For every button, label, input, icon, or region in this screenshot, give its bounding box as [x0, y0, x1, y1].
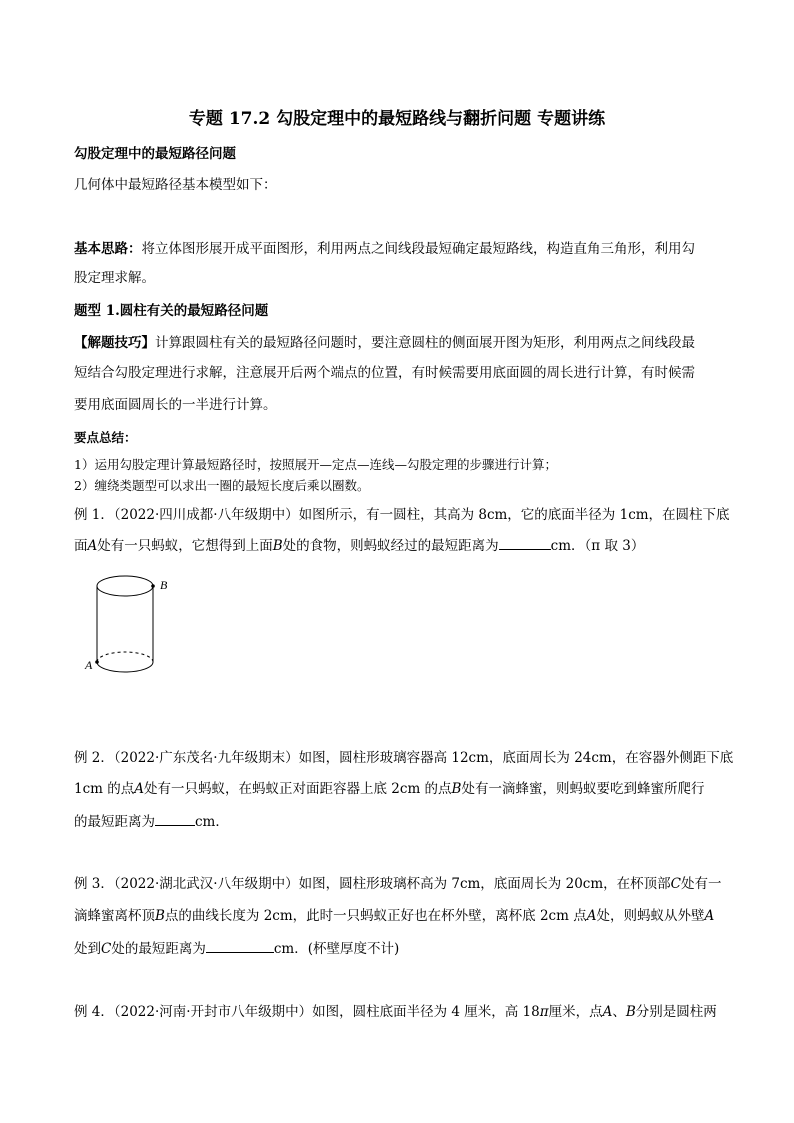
cylinder-figure — [80, 570, 180, 680]
ex1-text-d: cm．（π 取 3） — [550, 538, 645, 554]
ex2-point-b: B — [451, 781, 462, 797]
answer-blank — [206, 938, 274, 953]
ex3-text-e: 处，则蚂蚁从外壁 — [596, 908, 705, 924]
tip-text: 计算跟圆柱有关的最短路径问题时，要注意圆柱的侧面展开图为矩形，利用两点之间线段最 — [155, 335, 695, 351]
point-b-marker — [151, 584, 155, 588]
ex4-text-b: 厘米，点 — [548, 1004, 603, 1020]
type1-heading: 题型 1.圆柱有关的最短路径问题 — [74, 303, 269, 319]
basic-idea-line1 — [74, 239, 724, 259]
section-heading: 勾股定理中的最短路径问题 — [74, 146, 236, 162]
ex3-text-c: 滴蜂蜜离杯顶 — [74, 908, 155, 924]
summary-item1: 1）运用勾股定理计算最短路径时，按照展开—定点—连线—勾股定理的步骤进行计算； — [74, 457, 557, 472]
ex4-text-a: 例 4．（2022·河南·开封市八年级期中）如图，圆柱底面半径为 4 厘米，高 18 — [74, 1004, 540, 1020]
cylinder-bottom-front — [97, 662, 153, 672]
ex1-point-a: A — [87, 538, 98, 554]
ex4-text-c: 分别是圆柱两 — [635, 1004, 717, 1020]
example1-line2 — [74, 535, 724, 556]
ex2-text-d: 的最短距离为 — [74, 814, 155, 830]
ex1-text-b: 处有一只蚂蚁，它想得到上面 — [97, 538, 273, 554]
ex4-point-a: A — [602, 1004, 613, 1020]
example2-line3 — [74, 811, 724, 832]
ex3-text-f: 处到 — [74, 941, 101, 957]
example1-line1: 例 1．（2022·四川成都·八年级期中）如图所示，有一圆柱，其高为 8cm，它的底面半径为 1cm，在圆柱下底 — [74, 507, 730, 523]
answer-blank — [499, 535, 551, 550]
example3-line3 — [74, 938, 724, 959]
ex1-text-c: 处的食物，则蚂蚁经过的最短距离为 — [282, 538, 499, 554]
ex1-point-b: B — [272, 538, 283, 554]
ex3-point-b: B — [155, 908, 165, 924]
ex4-pi-symbol: π — [539, 1004, 549, 1020]
ex3-point-c2: C — [101, 941, 112, 957]
tip-line2: 短结合勾股定理进行求解，注意展开后两个端点的位置，有时候需要用底面圆的周长进行计算，有时候需 — [74, 365, 695, 381]
example2-line2 — [74, 779, 724, 799]
answer-blank — [155, 811, 195, 826]
point-a-label: A — [85, 658, 93, 672]
example3-line1 — [74, 874, 724, 894]
example4-line1 — [74, 1002, 724, 1022]
ex2-text-c: 处有一滴蜂蜜，则蚂蚁要吃到蜂蜜所爬行 — [461, 781, 705, 797]
basic-idea-line2: 股定理求解。 — [74, 270, 155, 286]
summary-item2: 2）缠绕类题型可以求出一圈的最短长度后乘以圈数。 — [74, 478, 370, 493]
ex3-text-d: 点的曲线长度为 2cm，此时一只蚂蚁正好也在杯外壁，离杯底 2cm 点 — [164, 908, 587, 924]
basic-idea-text: 将立体图形展开成平面图形，利用两点之间线段最短确定最短路线，构造直角三角形，利用勾 — [141, 241, 695, 257]
tip-line3: 要用底面圆周长的一半进行计算。 — [74, 397, 277, 413]
ex3-point-a2: A — [704, 908, 715, 924]
example2-line1: 例 2．（2022·广东茂名·九年级期末）如图，圆柱形玻璃容器高 12cm，底面周长为 24cm，在容器外侧距下底 — [74, 750, 734, 766]
point-b-label: B — [160, 578, 168, 592]
ex3-point-c: C — [670, 876, 681, 892]
basic-idea-label: 基本思路： — [74, 241, 142, 257]
ex3-text-a: 例 3．（2022·湖北武汉·八年级期中）如图，圆柱形玻璃杯高为 7cm，底面周长为 20cm，在杯顶部 — [74, 876, 671, 892]
ex4-point-b: B — [625, 1004, 636, 1020]
page-title: 专题 17.2 勾股定理中的最短路线与翻折问题 专题讲练 — [188, 109, 606, 129]
intro-text: 几何体中最短路径基本模型如下： — [74, 177, 277, 193]
ex3-text-h: cm．(杯壁厚度不计) — [273, 941, 400, 957]
ex2-text-a: 1cm 的点 — [74, 781, 135, 797]
ex2-text-e: cm． — [195, 814, 229, 830]
ex3-text-g: 处的最短距离为 — [111, 941, 206, 957]
ex1-text-a: 面 — [74, 538, 88, 554]
ex3-text-b: 处有一 — [681, 876, 722, 892]
ex2-text-b: 处有一只蚂蚁，在蚂蚁正对面距容器上底 2cm 的点 — [144, 781, 452, 797]
example3-line2 — [74, 906, 724, 926]
cylinder-top-ellipse — [97, 576, 153, 596]
summary-label: 要点总结： — [74, 430, 137, 445]
cylinder-bottom-back — [97, 652, 153, 662]
tip-line1 — [74, 333, 724, 353]
ex3-point-a: A — [586, 908, 597, 924]
point-a-marker — [95, 660, 99, 664]
ex2-point-a: A — [134, 781, 144, 797]
ex4-separator: 、 — [612, 1004, 626, 1020]
tip-label: 【解题技巧】 — [74, 335, 155, 351]
